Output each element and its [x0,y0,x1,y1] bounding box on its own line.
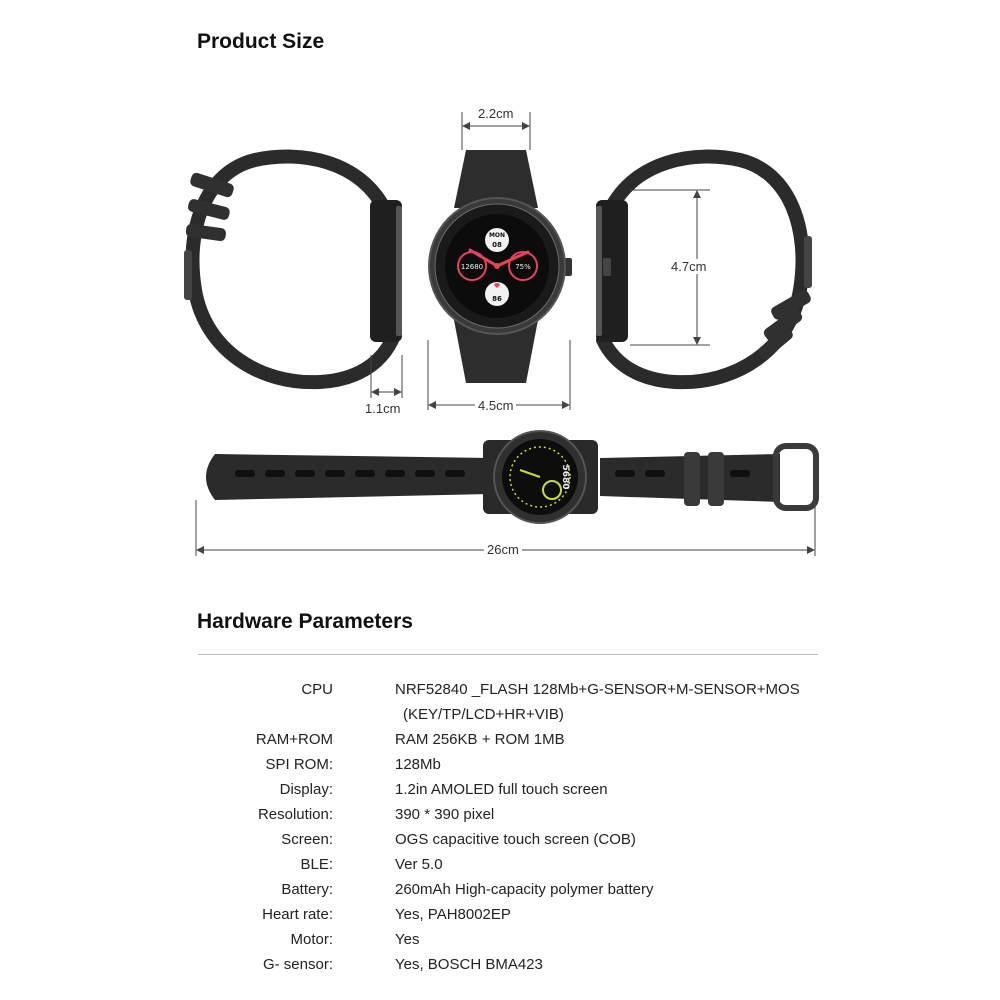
band-loops-right [756,236,813,361]
param-label: G- sensor: [262,956,333,973]
param-value: Yes, PAH8002EP [395,906,511,923]
param-value: Yes [395,931,420,948]
product-size-heading: Product Size [197,30,325,53]
dim-band-length: 26cm [484,542,522,557]
param-label: Resolution: [257,806,333,823]
param-value: 128Mb [395,756,441,773]
param-label: Battery: [281,881,333,898]
dim-height: 4.7cm [668,259,709,274]
param-value: OGS capacitive touch screen (COB) [395,831,636,848]
param-label: Display: [279,781,333,798]
param-label: CPU [301,681,333,698]
param-value: 260mAh High-capacity polymer battery [395,881,654,898]
param-value: 1.2in AMOLED full touch screen [395,781,608,798]
band-buckle-left [184,172,235,300]
param-value: 390 * 390 pixel [395,806,495,823]
watch-battery: 75% [515,263,531,271]
param-label: Motor: [290,931,333,948]
param-label: Screen: [281,831,333,848]
watch-heart-rate: 86 [492,295,502,303]
param-value: RAM 256KB + ROM 1MB [395,731,565,748]
dim-case-width: 2.2cm [475,106,516,121]
watch-day: MON [488,232,506,239]
left-side-view [184,157,402,383]
param-value: Ver 5.0 [395,856,443,873]
front-view-watch [429,150,572,383]
watch-steps: 12680 [460,263,484,271]
param-label: SPI ROM: [265,756,333,773]
param-value-line2: (KEY/TP/LCD+HR+VIB) [403,706,564,723]
param-label: Heart rate: [262,906,333,923]
param-label: BLE: [300,856,333,873]
param-value: Yes, BOSCH BMA423 [395,956,543,973]
param-label: RAM+ROM [255,731,333,748]
hardware-parameters-heading: Hardware Parameters [197,610,413,633]
dim-thickness: 1.1cm [362,401,403,416]
section-divider [198,654,818,655]
dim-case-length: 4.5cm [475,398,516,413]
watch-date: 08 [492,241,502,249]
param-value: NRF52840 _FLASH 128Mb+G-SENSOR+M-SENSOR+MOS [395,681,800,698]
band-face-readout: 5680 [560,464,570,490]
flat-band-view [206,431,816,523]
